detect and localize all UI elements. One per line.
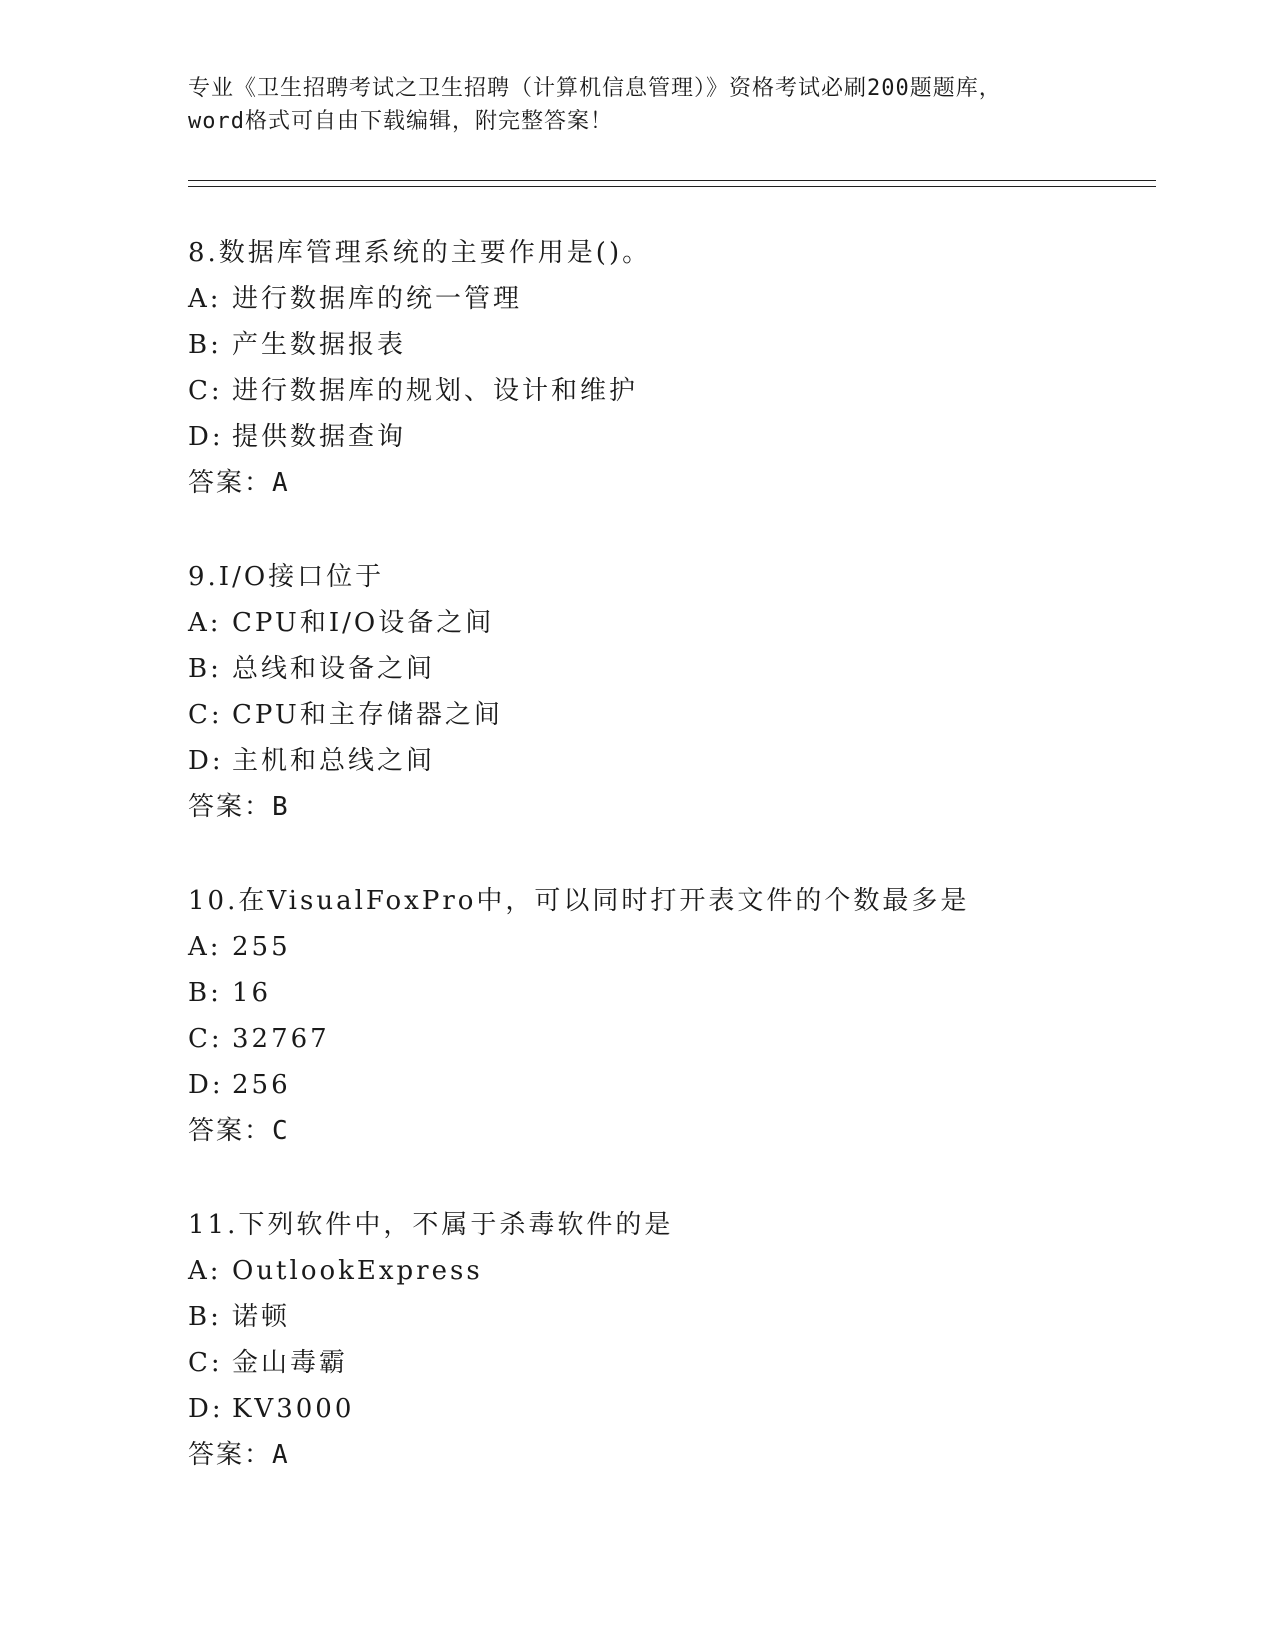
option-key: A:: [188, 1256, 222, 1286]
option-b: [188, 646, 1148, 692]
option-d: [188, 1386, 1148, 1432]
option-key: C:: [188, 1024, 223, 1054]
option-key: D:: [188, 746, 224, 776]
question-stem: 8.数据库管理系统的主要作用是()。: [188, 238, 652, 268]
option-key: C:: [188, 700, 223, 730]
question-list: [188, 230, 1148, 1526]
option-text: 主机和总线之间: [232, 746, 436, 776]
option-d: [188, 414, 1148, 460]
answer-line: 答案：A: [188, 468, 290, 498]
option-a: [188, 1248, 1148, 1294]
option-text: 进行数据库的规划、设计和维护: [232, 376, 639, 406]
question-stem: 10.在VisualFoxPro中，可以同时打开表文件的个数最多是: [188, 886, 970, 916]
option-text: 16: [232, 978, 272, 1008]
header-divider-top: [188, 180, 1156, 181]
option-b: [188, 970, 1148, 1016]
option-key: D:: [188, 422, 224, 452]
option-text: 金山毒霸: [232, 1348, 349, 1378]
option-key: C:: [188, 376, 223, 406]
option-text: CPU和I/O设备之间: [232, 608, 495, 638]
option-key: C:: [188, 1348, 223, 1378]
option-text: 诺顿: [232, 1302, 291, 1332]
option-text: 进行数据库的统一管理: [232, 284, 523, 314]
option-key: D:: [188, 1394, 224, 1424]
option-text: 产生数据报表: [232, 330, 407, 360]
document-header: [188, 72, 1088, 138]
option-key: A:: [188, 932, 222, 962]
option-key: B:: [188, 330, 222, 360]
answer-line: 答案：C: [188, 1116, 290, 1146]
option-key: A:: [188, 608, 222, 638]
option-text: 提供数据查询: [232, 422, 407, 452]
option-c: [188, 1016, 1148, 1062]
option-a: [188, 600, 1148, 646]
option-key: D:: [188, 1070, 224, 1100]
option-d: [188, 738, 1148, 784]
option-text: CPU和主存储器之间: [232, 700, 503, 730]
header-line-1: 专业《卫生招聘考试之卫生招聘（计算机信息管理）》资格考试必刷200题题库，: [188, 76, 1002, 101]
option-d: [188, 1062, 1148, 1108]
option-key: B:: [188, 654, 222, 684]
question-stem: 9.I/O接口位于: [188, 562, 385, 592]
option-text: KV3000: [232, 1394, 355, 1424]
option-key: B:: [188, 1302, 222, 1332]
option-key: B:: [188, 978, 222, 1008]
option-c: [188, 1340, 1148, 1386]
option-text: 总线和设备之间: [232, 654, 436, 684]
answer-line: 答案：A: [188, 1440, 290, 1470]
option-c: [188, 368, 1148, 414]
header-line-2: word格式可自由下载编辑，附完整答案！: [188, 109, 613, 134]
question-item: [188, 1202, 1148, 1478]
option-a: [188, 276, 1148, 322]
option-text: 255: [232, 932, 291, 962]
option-c: [188, 692, 1148, 738]
option-text: OutlookExpress: [232, 1256, 483, 1286]
option-text: 32767: [232, 1024, 330, 1054]
answer-line: 答案：B: [188, 792, 290, 822]
option-text: 256: [232, 1070, 291, 1100]
header-divider-bottom: [188, 186, 1156, 187]
option-b: [188, 322, 1148, 368]
option-b: [188, 1294, 1148, 1340]
option-a: [188, 924, 1148, 970]
question-stem: 11.下列软件中，不属于杀毒软件的是: [188, 1210, 674, 1240]
option-key: A:: [188, 284, 222, 314]
question-item: [188, 230, 1148, 506]
question-item: [188, 554, 1148, 830]
question-item: [188, 878, 1148, 1154]
